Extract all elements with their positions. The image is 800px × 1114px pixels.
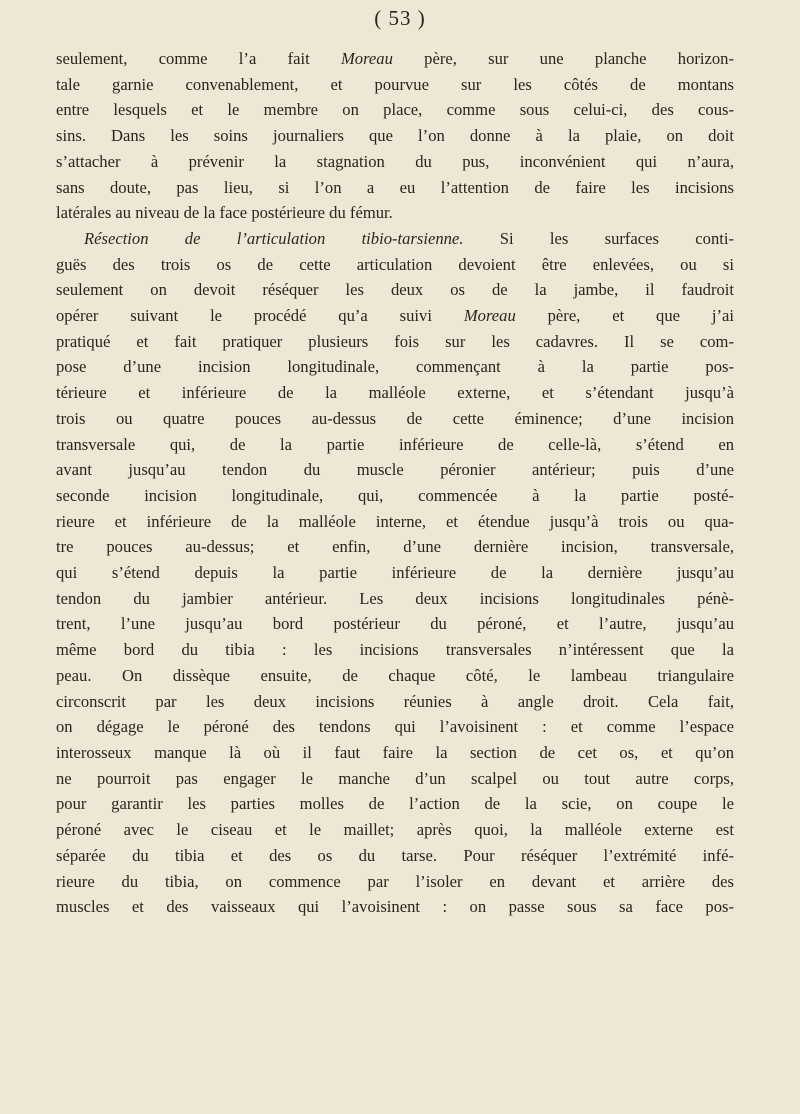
text-line: tale garnie convenablement, et pourvue sur les côtés de montans (56, 74, 734, 94)
text-line: même bord du tibia : les incisions transversales n’intéressent que la (56, 640, 734, 660)
text-line: opérer suivant le procédé qu’a suivi Moreau père, et que j’ai (56, 306, 735, 326)
text-line: tendon du jambier antérieur. Les deux incisions longitudinales pénè- (56, 588, 734, 608)
text-line: peau. On dissèque ensuite, de chaque côté, le lambeau triangulaire (56, 665, 734, 685)
text-line: trent, l’une jusqu’au bord postérieur du péroné, et l’autre, jusqu’au (56, 614, 734, 634)
text-line: rieure du tibia, on commence par l’isoler en devant et arrière des (56, 871, 734, 891)
text-line: circonscrit par les deux incisions réunies à angle droit. Cela fait, (56, 691, 734, 711)
body-text (56, 46, 734, 920)
text-line: latérales au niveau de la face postérieure du fémur. (56, 203, 393, 223)
text-line: seconde incision longitudinale, qui, commencée à la partie posté- (56, 485, 734, 505)
text-line: ne pourroit pas engager le manche d’un scalpel ou tout autre corps, (56, 768, 734, 788)
text-line: avant jusqu’au tendon du muscle péronier antérieur; puis d’une (56, 460, 734, 480)
text-line: séparée du tibia et des os du tarse. Pour réséquer l’extrémité infé- (56, 845, 734, 865)
text-line: pratiqué et fait pratiquer plusieurs fois sur les cadavres. Il se com- (56, 331, 734, 351)
text-line: guës des trois os de cette articulation devoient être enlevées, ou si (56, 254, 734, 274)
text-line: on dégage le péroné des tendons qui l’avoisinent : et comme l’espace (56, 717, 734, 737)
page-number: ( 53 ) (374, 6, 426, 30)
text-line: transversale qui, de la partie inférieure de celle-là, s’étend en (56, 434, 734, 454)
text-line: seulement, comme l’a fait Moreau père, sur une planche horizon- (56, 49, 734, 68)
text-line: muscles et des vaisseaux qui l’avoisinent : on passe sous sa face pos- (56, 897, 734, 917)
text-line: interosseux manque là où il faut faire la section de cet os, et qu’on (56, 742, 734, 762)
text-line: rieure et inférieure de la malléole interne, et étendue jusqu’à trois ou qua- (56, 511, 734, 531)
text-line: Résection de l’articulation tibio-tarsienne. Si les surfaces conti- (84, 228, 734, 248)
text-line: sins. Dans les soins journaliers que l’on donne à la plaie, on doit (56, 126, 734, 146)
text-line: s’attacher à prévenir la stagnation du pus, inconvénient qui n’aura, (56, 151, 734, 171)
text-line: péroné avec le ciseau et le maillet; après quoi, la malléole externe est (56, 820, 734, 840)
text-line: tre pouces au-dessus; et enfin, d’une dernière incision, transversale, (56, 537, 734, 557)
text-line: qui s’étend depuis la partie inférieure de la dernière jusqu’au (56, 563, 734, 583)
text-line: sans doute, pas lieu, si l’on a eu l’attention de faire les incisions (56, 177, 734, 197)
text-line: térieure et inférieure de la malléole externe, et s’étendant jusqu’à (56, 383, 734, 403)
text-line: entre lesquels et le membre on place, comme sous celui-ci, des cous- (56, 100, 734, 120)
text-line: seulement on devoit réséquer les deux os de la jambe, il faudroit (56, 280, 734, 300)
text-line: pour garantir les parties molles de l’action de la scie, on coupe le (56, 794, 734, 814)
text-line: pose d’une incision longitudinale, commençant à la partie pos- (56, 357, 734, 377)
text-line: trois ou quatre pouces au-dessus de cette éminence; d’une incision (56, 408, 734, 428)
